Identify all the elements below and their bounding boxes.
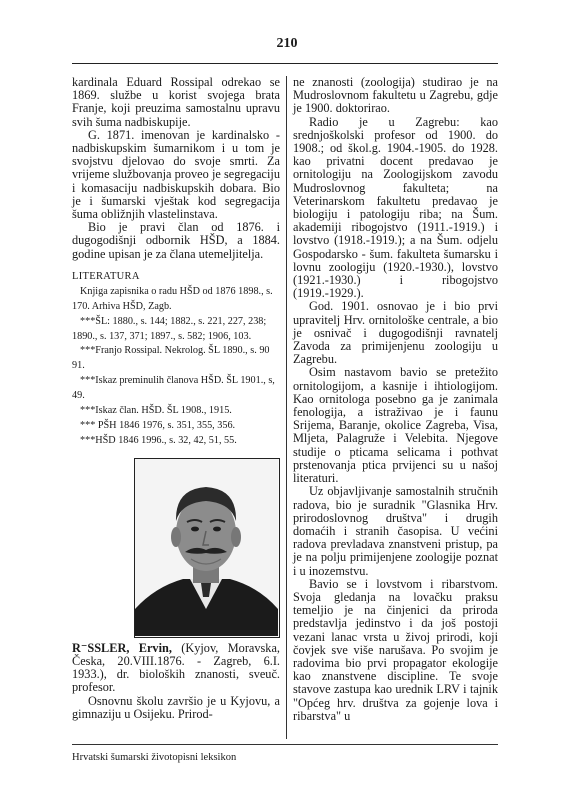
column-divider (286, 76, 287, 739)
literature-item: ***ŠL: 1880., s. 144; 1882., s. 221, 227, 238; 1890., s. 137, 371; 1897., s. 582; 1906, 103. (72, 315, 267, 342)
literature-item: ***Iskaz preminulih članova HŠD. ŠL 1901., s, 49. (72, 375, 275, 402)
paragraph-schooling: Osnovnu školu završio je u Kyjovu, a gimnaziju u Osijeku. Prirod- (72, 693, 280, 721)
right-column (293, 76, 498, 723)
paragraph-membership: Bio je pravi član od 1876. i dugogodišnji odbornik HŠD, a 1884. godine upisan je za člana utemeljitelja. (72, 220, 280, 261)
page-number: 210 (276, 36, 298, 51)
left-column (72, 76, 280, 721)
paragraph-1871: G. 1871. imenovan je kardinalsko - nadbiskupskim šumarnikom i u tom je svojstvu djelovao do svoje smrti. Za vrijeme službovanja proveo je segregaciju i komasaciju nadbiskupskih dobara. Bio je i šumarski vještak kod segregacija šuma obližnjih vlastelinstava. (72, 127, 280, 222)
header-rule (72, 63, 498, 64)
biography-heading (72, 642, 280, 695)
paragraph-ornithology: Osim nastavom bavio se pretežito ornitologijom, a kasnije i ihtiologijom. Kao ornitologa posebno ga je zanimala fenologija, a istraživao je i faunu Srijema, Baranje, okolice Zagreba, Visa, Mljeta, Palagruže i Velebita. Njegove studije o pticama selicama i pothvat prstenovanja ptica prvijenci su u našoj literaturi. (293, 365, 498, 486)
paragraph-publications: Uz objavljivanje samostalnih stručnih radova, bio je suradnik "Glasnika Hrv. prirodoslovnog društva" i drugih domaćih i stranih časopisa. U većini radova prevladava znanstveni pristup, pa je na polju primijenjene zoologije poznat i u inozemstvu. (293, 484, 498, 578)
paragraph-studies: ne znanosti (zoologija) studirao je na Mudroslovnom fakultetu u Zagrebu, gdje je 1900. doktorirao. (293, 75, 498, 116)
bio-details: (Kyjov, Moravska, Česka, 20.VIII.1876. - Zagreb, 6.I. 1933.), dr. bioloških znanosti, sveuč. profesor. (72, 640, 280, 695)
paragraph-kardinal: kardinala Eduard Rossipal odrekao se 1869. službe u korist svojega brata Franje, koji preuzima samostalnu upravu svih šuma nadbiskupije. (72, 75, 280, 129)
paragraph-career: Radio je u Zagrebu: kao srednjoškolski profesor od 1900. do 1908.; od škol.g. 1904.-1905. do 1928. kao privatni docent predavao je ornitologiju na Zoologijskom zavodu Mudroslovnog fakulteta; na Veterinarskom fakultetu predavao je biologiju i patologiju riba; na Šum. akademiji ribogojstvo (1911.-1919.) i lovstvo (1918.-1919.); a na Šum. odjelu Gospodarsko - šum. fakulteta šumarsku i lovnu zoologiju (1920.-1930.), lovstvo (1921.-1930.) i ribogojstvo (1919.-1929.). (293, 114, 498, 301)
literature-item: Knjiga zapisnika o radu HŠD od 1876 1898., s. 170. Arhiva HŠD, Zagb. (72, 285, 273, 312)
bio-name: R⁻SSLER, Ervin, (72, 640, 172, 655)
portrait-photo (134, 458, 280, 638)
literature-item: ***Franjo Rossipal. Nekrolog. ŠL 1890., s. 90 91. (72, 345, 270, 372)
portrait-illustration (135, 459, 278, 636)
literature-heading: LITERATURA (72, 270, 140, 282)
footer-rule (72, 744, 498, 745)
literature-item: ***HŠD 1846 1996., s. 32, 42, 51, 55. (80, 434, 237, 446)
footer-title: Hrvatski šumarski životopisni leksikon (72, 752, 237, 763)
literature-item: ***Iskaz član. HŠD. ŠL 1908., 1915. (80, 405, 232, 417)
literature-item: *** PŠH 1846 1976, s. 351, 355, 356. (80, 420, 236, 431)
paragraph-1901: God. 1901. osnovao je i bio prvi upravitelj Hrv. ornitološke centrale, a bio je osnivač i dugogodišnji ravnatelj Zavoda za primijenjenu zoologiju u Zagrebu. (293, 299, 498, 367)
paragraph-hunting: Bavio se i lovstvom i ribarstvom. Svoja gledanja na lovačku praksu temeljio je na činjenici da priroda predstavlja jedinstvo i da još postoji vezani lanac vrsta u živoj prirodi, koji čovjek sve više narušava. Po svojim je radovima bio prvi propagator ekologije kao znanstvene discipline. Te svoje stavove zastupa kao urednik LRV i tajnik "Općeg hrv. društva za gojenje lova i ribarstva" u (293, 576, 498, 723)
